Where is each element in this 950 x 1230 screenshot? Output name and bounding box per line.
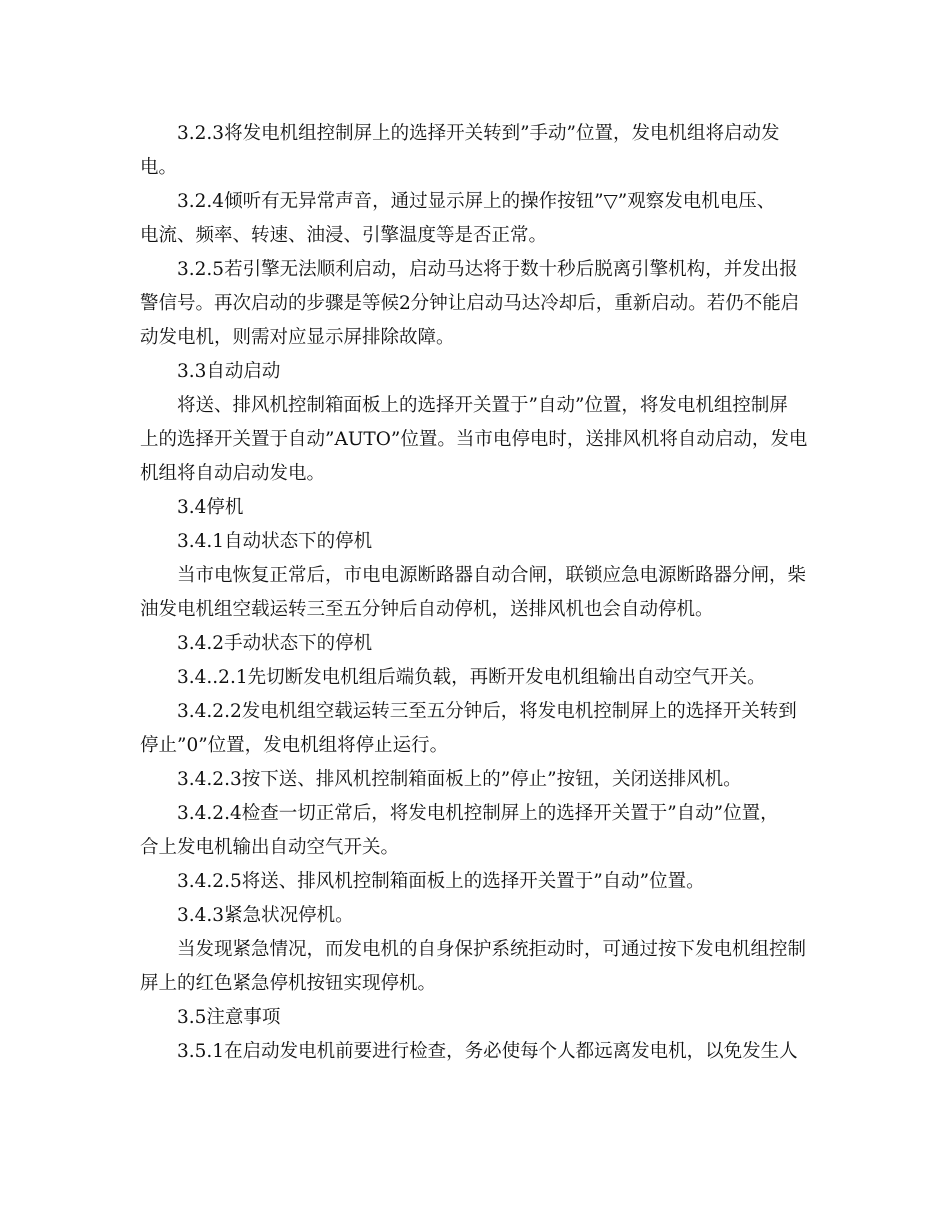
paragraph-line: 3.4..2.1先切断发电机组后端负载，再断开发电机组输出自动空气开关。: [177, 667, 766, 688]
paragraph-line: 停止”0”位置，发电机组将停止运行。: [140, 735, 449, 756]
subsection-heading: 3.4.2手动状态下的停机: [177, 633, 373, 654]
paragraph-line: 3.2.5若引擎无法顺利启动，启动马达将于数十秒后脱离引擎机构，并发出报: [177, 259, 798, 280]
paragraph-line: 3.4.2.5将送、排风机控制箱面板上的选择开关置于”自动”位置。: [177, 871, 705, 892]
paragraph-line: 当发现紧急情况，而发电机的自身保护系统拒动时，可通过按下发电机组控制: [177, 939, 807, 960]
paragraph-line: 警信号。再次启动的步骤是等候2分钟让启动马达冷却后，重新启动。若仍不能启: [140, 293, 800, 314]
section-heading: 3.5注意事项: [177, 1007, 281, 1028]
paragraph-line: 3.4.2.2发电机组空载运转三至五分钟后，将发电机控制屏上的选择开关转到: [177, 701, 797, 722]
paragraph-line: 机组将自动启动发电。: [140, 463, 326, 484]
paragraph-line: 屏上的红色紧急停机按钮实现停机。: [140, 973, 437, 994]
section-heading: 3.3自动启动: [177, 361, 281, 382]
paragraph-line: 将送、排风机控制箱面板上的选择开关置于”自动”位置，将发电机组控制屏: [177, 395, 788, 416]
paragraph-line: 3.2.4倾听有无异常声音，通过显示屏上的操作按钮”▽”观察发电机电压、: [177, 191, 776, 212]
paragraph-line: 上的选择开关置于自动”AUTO”位置。当市电停电时，送排风机将自动启动，发电: [140, 429, 808, 450]
paragraph-line: 3.2.3将发电机组控制屏上的选择开关转到”手动”位置，发电机组将启动发: [177, 123, 780, 144]
paragraph-line: 电流、频率、转速、油浸、引擎温度等是否正常。: [140, 225, 548, 246]
paragraph-line: 3.4.2.4检查一切正常后，将发电机控制屏上的选择开关置于”自动”位置，: [177, 803, 779, 824]
paragraph-line: 当市电恢复正常后，市电电源断路器自动合闸，联锁应急电源断路器分闸，柴: [177, 565, 807, 586]
paragraph-line: 油发电机组空载运转三至五分钟后自动停机，送排风机也会自动停机。: [140, 599, 714, 620]
document-page: [140, 117, 812, 1069]
section-heading: 3.4停机: [177, 497, 244, 518]
subsection-heading: 3.4.3紧急状况停机。: [177, 905, 354, 926]
paragraph-line: 合上发电机输出自动空气开关。: [140, 837, 400, 858]
paragraph-line: 电。: [140, 157, 178, 178]
paragraph-line: 3.4.2.3按下送、排风机控制箱面板上的”停止”按钮，关闭送排风机。: [177, 769, 742, 790]
paragraph-line: 动发电机，则需对应显示屏排除故障。: [140, 327, 455, 348]
paragraph-line: 3.5.1在启动发电机前要进行检查，务必使每个人都远离发电机，以免发生人: [177, 1041, 798, 1062]
subsection-heading: 3.4.1自动状态下的停机: [177, 531, 373, 552]
